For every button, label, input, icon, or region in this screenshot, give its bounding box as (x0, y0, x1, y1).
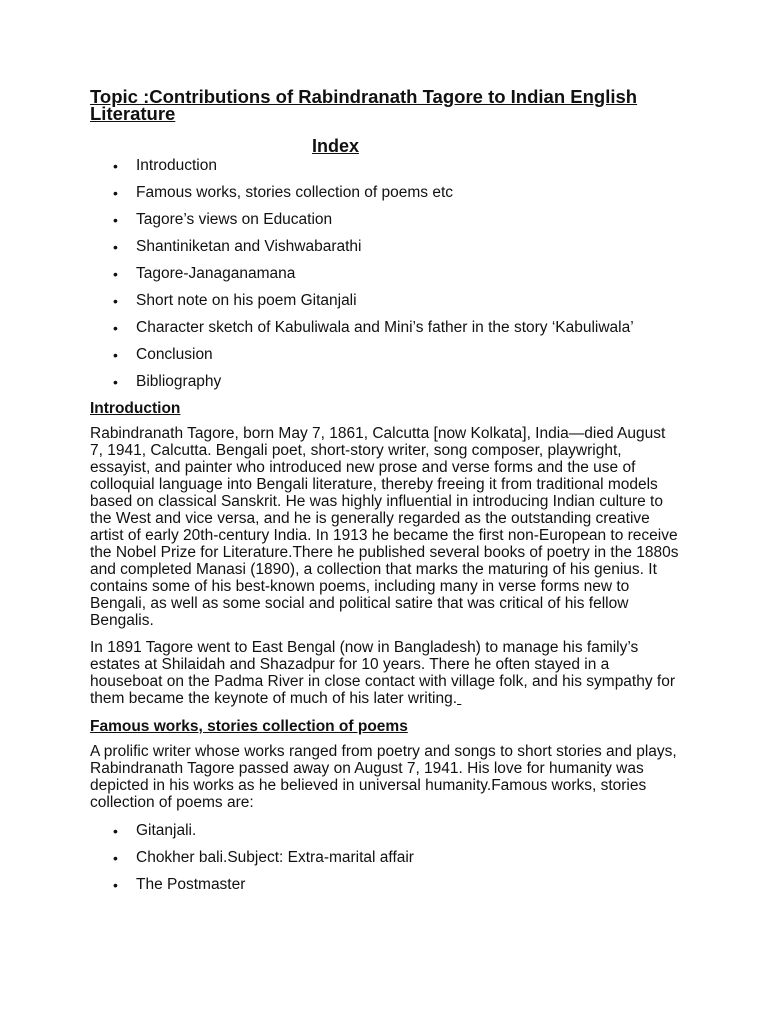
famous-works-list (90, 821, 690, 895)
introduction-paragraph-1: Rabindranath Tagore, born May 7, 1861, Calcutta [now Kolkata], India—died August 7, 1941, Calcutta. Bengali poet, short-story writer, song composer, playwright, essayist, and painter who introduced new prose and verse forms and the use of colloquial language into Bengali literature, thereby freeing it from traditional models based on classical Sanskrit. He was highly influential in introducing Indian culture to the West and vice versa, and he is generally regarded as the outstanding creative artist of early 20th-century India. In 1913 he became the first non-European to receive the Nobel Prize for Literature.There he published several books of poetry in the 1880s and completed Manasi (1890), a collection that marks the maturing of his genius. It contains some of his best-known poems, including many in verse forms new to Bengali, as well as some social and political satire that was critical of his fellow Bengalis. (90, 425, 679, 629)
index-item (90, 318, 690, 338)
index-item-label: Character sketch of Kabuliwala and Mini’s father in the story ‘Kabuliwala’ (136, 319, 634, 336)
bullet-icon: • (113, 877, 118, 893)
introduction-paragraph-2-text: In 1891 Tagore went to East Bengal (now in Bangladesh) to manage his family’s estates at Shilaidah and Shazadpur for 10 years. There he often stayed in a houseboat on the Padma River in close contact with village folk, and his sympathy for them became the keynote of much of his later writing. (90, 639, 676, 707)
introduction-paragraph-2 (90, 639, 680, 707)
index-item (90, 264, 690, 284)
index-item-label: Conclusion (136, 346, 213, 363)
works-item (90, 848, 690, 868)
works-item (90, 875, 690, 895)
bullet-icon: • (113, 185, 118, 201)
famous-works-paragraph: A prolific writer whose works ranged from poetry and songs to short stories and plays, Rabindranath Tagore passed away on August 7, 1941. His love for humanity was depicted in his works as he believed in universal humanity.Famous works, stories collection of poems are: (90, 743, 677, 811)
index-item-label: Tagore-Janaganamana (136, 265, 296, 282)
index-item (90, 210, 690, 230)
works-item (90, 821, 690, 841)
bullet-icon: • (113, 293, 118, 309)
underline-space (457, 690, 461, 707)
index-heading: Index (312, 136, 360, 156)
index-item-label: Short note on his poem Gitanjali (136, 292, 357, 309)
index-item (90, 345, 690, 365)
works-item-label: Gitanjali. (136, 822, 197, 839)
bullet-icon: • (113, 823, 118, 839)
index-item (90, 156, 690, 176)
index-item (90, 237, 690, 257)
introduction-heading: Introduction (90, 400, 181, 417)
bullet-icon: • (113, 347, 118, 363)
index-item (90, 183, 690, 203)
bullet-icon: • (113, 239, 118, 255)
index-item-label: Shantiniketan and Vishwabarathi (136, 238, 362, 255)
bullet-icon: • (113, 266, 118, 282)
index-item (90, 291, 690, 311)
famous-works-heading: Famous works, stories collection of poems (90, 718, 408, 735)
topic-title: Topic :Contributions of Rabindranath Tagore to Indian English Literature (90, 86, 638, 124)
index-item-label: Bibliography (136, 373, 222, 390)
works-item-label: The Postmaster (136, 876, 246, 893)
bullet-icon: • (113, 850, 118, 866)
index-item-label: Introduction (136, 157, 217, 174)
document-content (90, 88, 690, 902)
index-list (90, 156, 690, 392)
bullet-icon: • (113, 212, 118, 228)
bullet-icon: • (113, 158, 118, 174)
bullet-icon: • (113, 374, 118, 390)
bullet-icon: • (113, 320, 118, 336)
works-item-label: Chokher bali.Subject: Extra-marital affair (136, 849, 414, 866)
index-item-label: Famous works, stories collection of poems etc (136, 184, 454, 201)
index-item (90, 372, 690, 392)
index-item-label: Tagore’s views on Education (136, 211, 333, 228)
